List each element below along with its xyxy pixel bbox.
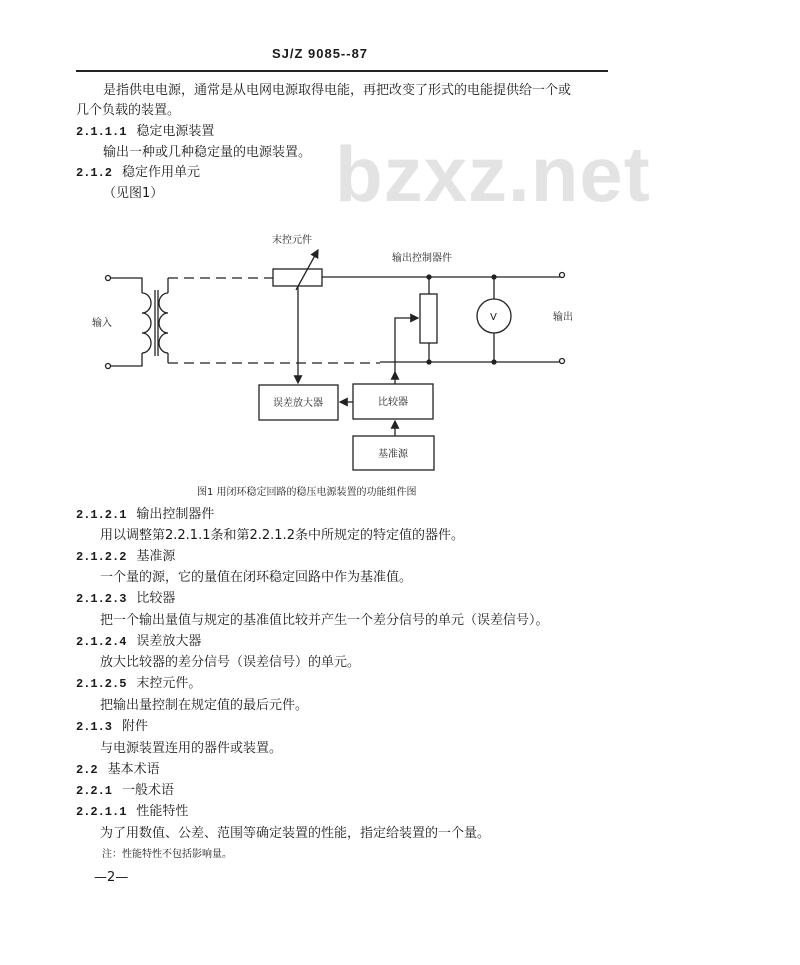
- definition-heading: [76, 545, 175, 564]
- section-heading: [76, 779, 174, 798]
- label-comparator: 比较器: [378, 397, 408, 408]
- definition-number: 2.1.2.2: [76, 550, 127, 564]
- definition-number: 2.1.2.1: [76, 508, 127, 522]
- label-final-control: 末控元件: [272, 235, 312, 246]
- section-body: （见图1）: [103, 186, 164, 201]
- definition-body: 与电源装置连用的器件或装置。: [100, 741, 283, 756]
- definition-heading: [76, 503, 214, 522]
- definition-heading: [76, 630, 201, 649]
- definition-number: 2.1.2.3: [76, 592, 127, 606]
- section-title: 基本术语: [107, 762, 160, 777]
- definition-title: 附件: [122, 719, 149, 734]
- label-reference: 基准源: [378, 449, 408, 460]
- note: 注：性能特性不包括影响量。: [102, 849, 232, 860]
- definition-body: 用以调整第2.2.1.1条和第2.2.1.2条中所规定的特定值的器件。: [100, 528, 464, 543]
- output-terminal-top: [560, 273, 565, 278]
- section-body: 输出一种或几种稳定量的电源装置。: [103, 145, 312, 160]
- document-code-header: SJ/Z 9085--87: [271, 46, 369, 61]
- definition-number: 2.1.2.4: [76, 635, 127, 649]
- definition-heading: [76, 672, 201, 691]
- definition-title: 输出控制器件: [136, 507, 215, 522]
- definition-body: 放大比较器的差分信号（误差信号）的单元。: [100, 655, 361, 670]
- definition-title: 误差放大器: [136, 634, 202, 649]
- output-control-potentiometer: [420, 294, 437, 343]
- section-heading: [76, 758, 160, 777]
- section-number: 2.2.1.1: [76, 805, 127, 819]
- output-terminal-bottom: [560, 359, 565, 364]
- input-terminal-top: [106, 276, 111, 281]
- wiper-arrow: [395, 318, 418, 384]
- section-number: 2.1.2: [76, 166, 113, 180]
- section-number: 2.1.1.1: [76, 125, 127, 139]
- intro-line-1: 是指供电电源，通常是从电网电源取得电能，再把改变了形式的电能提供给一个或: [103, 83, 572, 98]
- section-number: 2.2.1: [76, 784, 113, 798]
- definition-number: 2.1.2.5: [76, 677, 127, 691]
- section-title: 性能特性: [136, 804, 189, 819]
- section-heading: [76, 800, 188, 819]
- final-control-element: [273, 269, 322, 286]
- definition-title: 比较器: [136, 591, 176, 606]
- input-terminal-bottom: [106, 364, 111, 369]
- section-title: 一般术语: [122, 783, 175, 798]
- section-title: 稳定电源装置: [136, 124, 215, 139]
- watermark: bzxz.net: [335, 130, 651, 218]
- definition-title: 基准源: [136, 549, 176, 564]
- section-body: 为了用数值、公差、范围等确定装置的性能，指定给装置的一个量。: [100, 826, 491, 841]
- definition-heading: [76, 715, 148, 734]
- label-error-amp: 误差放大器: [273, 398, 323, 409]
- definition-body: 一个量的源，它的量值在闭环稳定回路中作为基准值。: [100, 570, 413, 585]
- section-number: 2.2: [76, 763, 98, 777]
- label-output: 输出: [553, 312, 573, 323]
- definition-body: 把输出量控制在规定值的最后元件。: [100, 698, 309, 713]
- page-number: —2—: [94, 870, 129, 885]
- section-title: 稳定作用单元: [122, 165, 201, 180]
- definition-body: 把一个输出量值与规定的基准值比较并产生一个差分信号的单元（误差信号）。: [100, 613, 549, 628]
- transformer-icon: [110, 278, 168, 366]
- intro-line-2: 几个负载的装置。: [76, 103, 181, 118]
- variable-arrow-icon: [296, 250, 318, 290]
- label-voltmeter: V: [490, 312, 497, 323]
- figure-caption: 图1 用闭环稳定回路的稳压电源装置的功能组件图: [197, 487, 417, 498]
- definition-title: 末控元件。: [136, 676, 202, 691]
- definition-heading: [76, 587, 175, 606]
- definition-number: 2.1.3: [76, 720, 113, 734]
- label-output-control: 输出控制器件: [392, 253, 452, 264]
- label-input: 输入: [92, 318, 112, 329]
